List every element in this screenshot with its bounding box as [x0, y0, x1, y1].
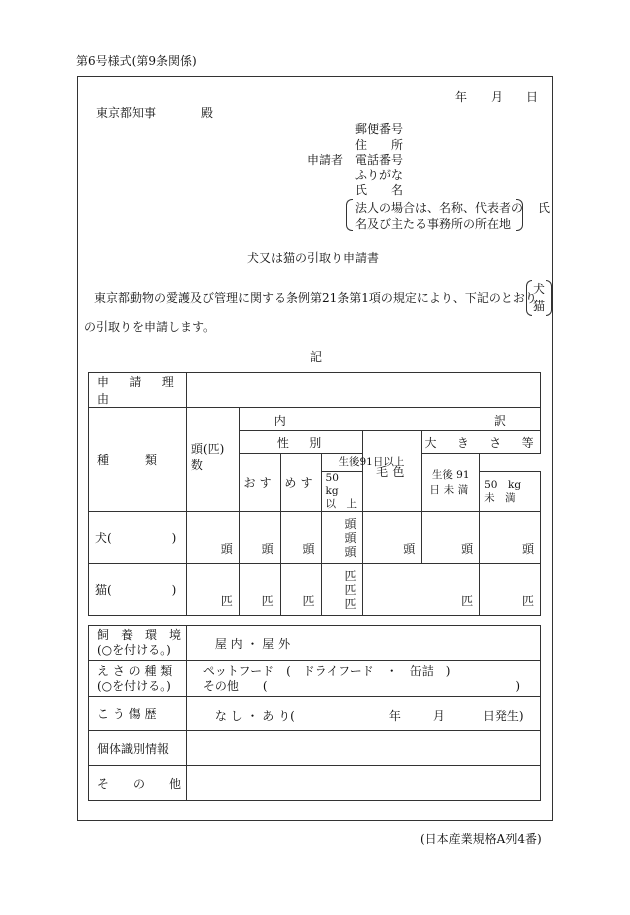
- cat-male[interactable]: 匹: [239, 564, 280, 616]
- corp-note-line1: 法人の場合は、名称、代表者の: [355, 201, 524, 215]
- color-label: 毛色: [363, 431, 422, 512]
- id-label: 個体識別情報: [89, 731, 187, 766]
- corp-brace-right: [516, 199, 523, 231]
- seal-mark: 氏: [538, 201, 551, 215]
- size-label: 大 き さ 等: [422, 431, 541, 454]
- corp-note-line2: 名及び主たる事務所の所在地: [355, 217, 512, 231]
- env-label: 飼 養 環 境 (○を付ける。): [89, 626, 187, 661]
- option-cat: 猫: [533, 299, 546, 313]
- other-label: そ の 他: [89, 766, 187, 801]
- date-day: 日: [526, 90, 539, 104]
- footer-note: (日本産業規格A列4番): [420, 832, 542, 846]
- dog-over50[interactable]: 頭: [363, 512, 422, 564]
- id-value[interactable]: [186, 731, 540, 766]
- cat-over91[interactable]: 匹: [363, 564, 480, 616]
- dog-under91[interactable]: 頭: [480, 512, 541, 564]
- body-text-1: 東京都動物の愛護及び管理に関する条例第21条第1項の規定により、下記のとおり: [94, 291, 537, 305]
- sex-label: 性 別: [239, 431, 363, 454]
- dog-row: [89, 512, 541, 564]
- cat-count[interactable]: 匹: [186, 564, 239, 616]
- option-brace-right: [546, 280, 552, 316]
- breakdown-header: 内 訳: [239, 408, 540, 431]
- over91-label: 生後91日以上: [321, 454, 422, 472]
- cat-under91[interactable]: 匹: [480, 564, 541, 616]
- field-phone: 電話番号: [355, 153, 404, 167]
- cat-row: [89, 564, 541, 616]
- corp-brace-left: [346, 199, 353, 231]
- option-brace-left: [526, 280, 532, 316]
- weight-under-label: 50 kg 未 満: [480, 472, 541, 512]
- cat-female[interactable]: 匹: [280, 564, 321, 616]
- date-year: 年: [455, 90, 468, 104]
- date-month: 月: [491, 90, 504, 104]
- count-label: 頭(匹) 数: [186, 408, 239, 512]
- care-table: [88, 625, 541, 801]
- under91-label: 生後 91 日未満: [422, 454, 480, 512]
- dog-count[interactable]: 頭: [186, 512, 239, 564]
- dog-color[interactable]: 頭 頭 頭: [321, 512, 363, 564]
- addressee-honorific: 殿: [201, 106, 214, 120]
- option-dog: 犬: [533, 282, 546, 296]
- applicant-label: 申請者: [307, 153, 344, 167]
- bite-label: こ う 傷 歴: [89, 697, 187, 731]
- field-postal: 郵便番号: [355, 122, 404, 136]
- dog-under50[interactable]: 頭: [422, 512, 480, 564]
- food-label: え さ の 種 類 (○を付ける。): [89, 661, 187, 697]
- kind-label: 種 類: [89, 408, 187, 512]
- field-furigana: ふりがな: [355, 168, 404, 182]
- dog-label: 犬( ): [89, 512, 187, 564]
- reason-input[interactable]: [186, 373, 540, 408]
- male-label: おす: [239, 454, 280, 512]
- dog-female[interactable]: 頭: [280, 512, 321, 564]
- form-reference: 第6号様式(第9条関係): [76, 54, 197, 68]
- dog-male[interactable]: 頭: [239, 512, 280, 564]
- other-value[interactable]: [186, 766, 540, 801]
- bite-value[interactable]: な し ・ あ り( 年 月 日発生): [186, 697, 540, 731]
- reason-label: 申 請 理 由: [89, 373, 187, 408]
- field-name: 氏 名: [355, 183, 404, 197]
- cat-color[interactable]: 匹 匹 匹: [321, 564, 363, 616]
- weight-over-label: 50 kg 以 上: [321, 472, 363, 512]
- field-address: 住 所: [355, 138, 404, 152]
- animal-table: [88, 372, 541, 616]
- food-value[interactable]: ペットフード ( ドライフード ・ 缶詰 ) その他 ( ): [186, 661, 540, 697]
- body-text-2: の引取りを申請します。: [84, 320, 216, 334]
- ki-label: 記: [310, 350, 323, 364]
- addressee-name: 東京都知事: [96, 106, 157, 120]
- female-label: めす: [280, 454, 321, 512]
- cat-label: 猫( ): [89, 564, 187, 616]
- document-title: 犬又は猫の引取り申請書: [247, 251, 380, 265]
- env-value[interactable]: 屋 内 ・ 屋 外: [186, 626, 540, 661]
